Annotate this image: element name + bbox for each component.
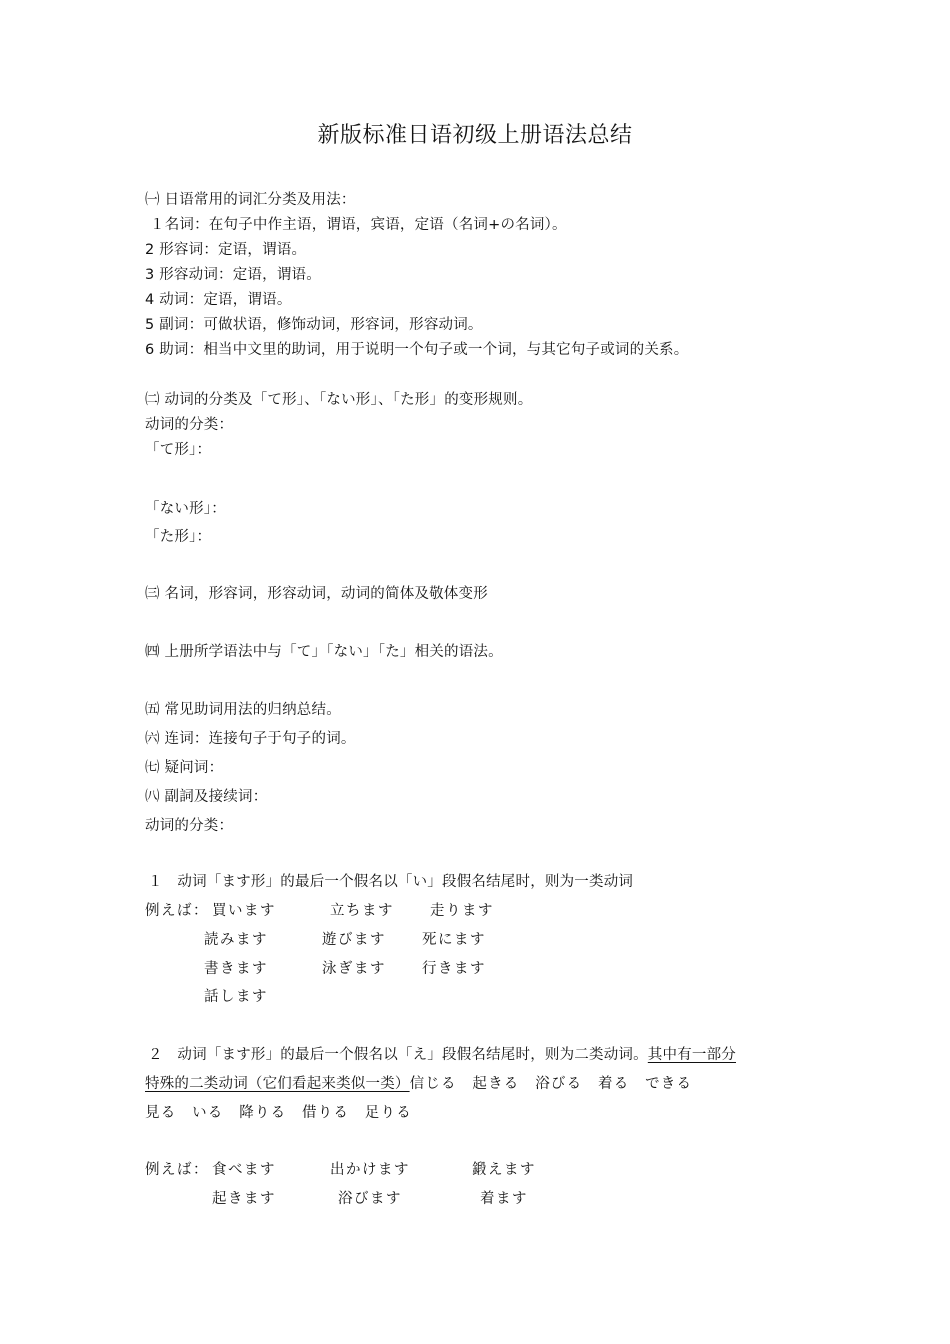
document-title: 新版标准日语初级上册语法总结 [317,123,633,148]
example-verb: 浴びます [338,1191,402,1207]
rule2-text-main: ２ 动词「ます形」的最后一个假名以「え」段假名结尾时，则为二类动词。 [148,1047,648,1063]
rule2-verbs-line: 見る いる 降りる 借りる 足りる [145,1105,412,1121]
rule2-underlined-text: 其中有一部分 [647,1047,736,1063]
example-verb: 立ちます [330,903,394,919]
rule2-inline-verbs: 信じる 起きる 浴びる 着る できる [409,1076,693,1092]
section5-heading: ㈤ 常见助词用法的归纳总结。 [145,702,341,718]
section1-item: 5 副词：可做状语，修饰动词，形容词，形容动词。 [145,317,483,333]
section4-heading: ㈣ 上册所学语法中与「て」「ない」「た」相关的语法。 [145,644,503,660]
example-verb: 書きます [204,961,268,977]
example-verb: 話します [204,989,268,1005]
example-verb: 着ます [480,1191,528,1207]
example-verb: 泳ぎます [322,961,386,977]
section3-heading: ㈢ 名词，形容词，形容动词，动词的简体及敬体变形 [145,586,488,602]
example-verb: 読みます [204,932,268,948]
rule2-text-line2 [145,1075,692,1093]
example-verb: 走ります [430,903,494,919]
section6-heading: ㈥ 连词：连接句子于句子的词。 [145,731,356,747]
example-verb: 買います [212,903,276,919]
example-verb: 鍛えます [472,1162,536,1178]
verb-classification-heading: 动词的分类： [145,818,234,834]
example-verb: 食べます [212,1162,276,1178]
nai-form-label: 「ない形」： [145,501,226,517]
rule2-example-label: 例えば： [145,1162,209,1178]
rule1-text: １ 动词「ます形」的最后一个假名以「い」段假名结尾时，则为一类动词 [148,874,634,890]
section1-item: 6 助词：相当中文里的助词，用于说明一个句子或一个词，与其它句子或词的关系。 [145,342,689,358]
rule2-underlined-text: 特殊的二类动词（它们看起来类似一类） [145,1076,410,1092]
example-verb: 出かけます [330,1162,410,1178]
section1-item: 4 动词：定语，谓语。 [145,292,292,308]
section2-heading: ㈡ 动词的分类及「て形」、「ない形」、「た形」的变形规则。 [145,392,533,408]
section7-heading: ㈦ 疑问词： [145,760,224,776]
rule1-example-label: 例えば： [145,903,209,919]
rule2-text [148,1046,736,1064]
te-form-label: 「て形」： [145,442,212,458]
ta-form-label: 「た形」： [145,529,212,545]
example-verb: 遊びます [322,932,386,948]
example-verb: 行きます [422,961,486,977]
section1-item: 2 形容词：定语，谓语。 [145,242,307,258]
section1-item: 3 形容动词：定语，谓语。 [145,267,321,283]
verb-classification-label: 动词的分类： [145,417,234,433]
example-verb: 死にます [422,932,486,948]
section1-heading: ㈠ 日语常用的词汇分类及用法： [145,192,356,208]
section8-heading: ㈧ 副詞及接续词： [145,789,268,805]
section1-item: １名词：在句子中作主语，谓语，宾语，定语（名词+の名词）。 [150,217,567,233]
example-verb: 起きます [212,1191,276,1207]
